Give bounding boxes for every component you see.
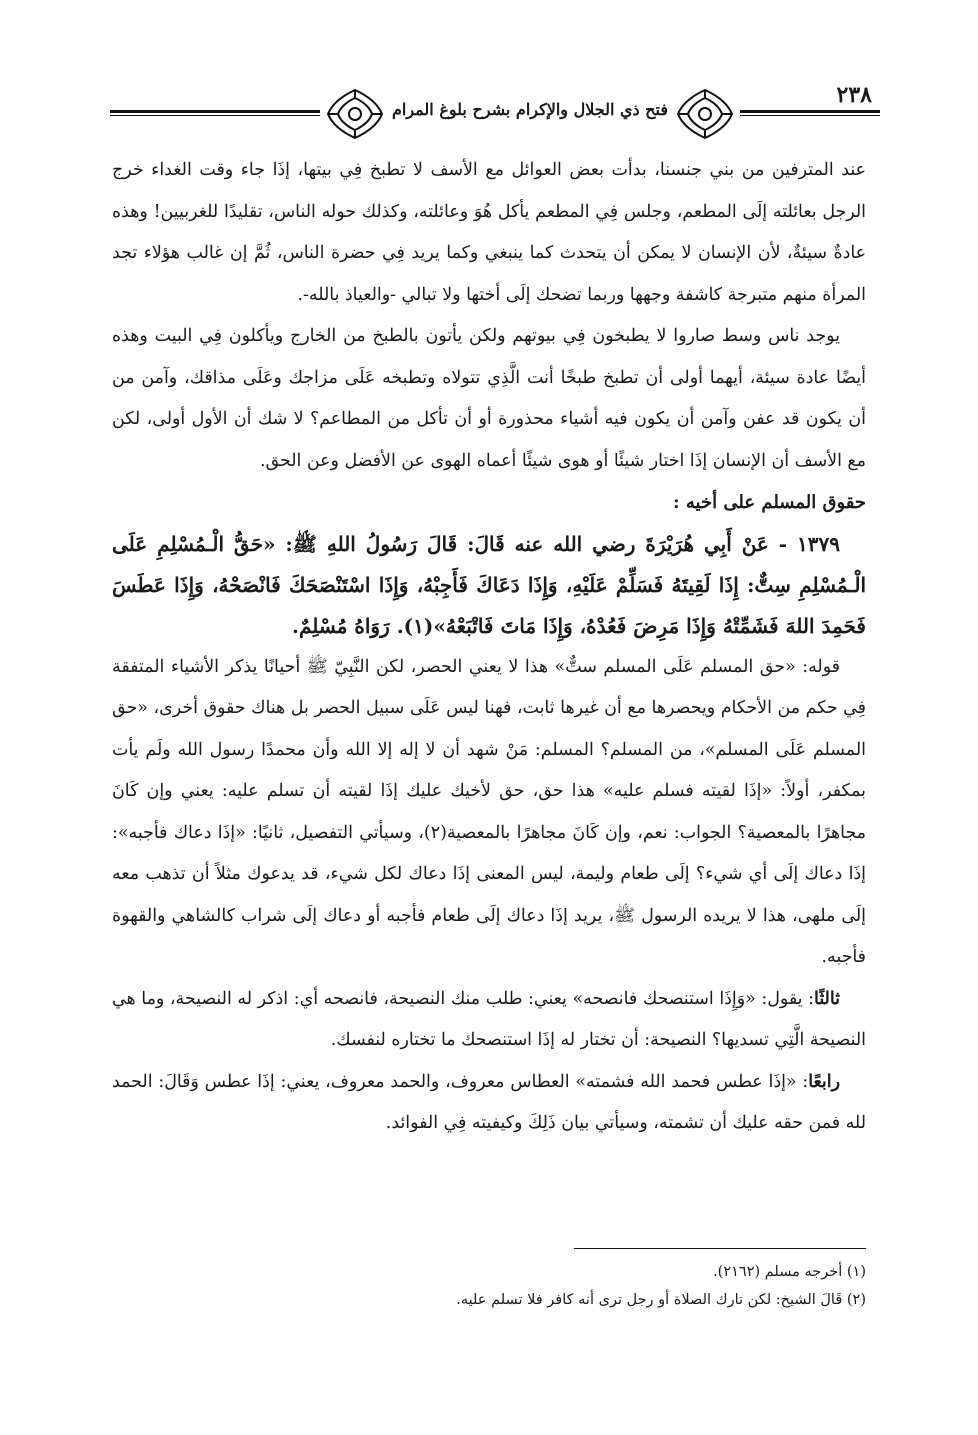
paragraph: عند المترفين من بني جنسنا، بدأت بعض العوائل مع الأسف لا تطبخ فِي بيتها، إذَا جاء وقت الغداء خرج الرجل بعائلته إلَى المطعم، وجلس فِي المطعم يأكل هُوَ وعائلته، وكذلك حوله الناس، تقليدًا للغربيين! وهذه عادةٌ سيئةٌ، لأن الإنسان لا يمكن أن يتحدث كما ينبغي وكما يريد فِي حضرة الناس، ثُمَّ إن غالب هؤلاء تجد المرأة منهم متبرجة كاشفة وجهها وربما تضحك إلَى أختها ولا تبالي -والعياذ بالله-. [112,160,866,305]
running-header [110,84,880,144]
ornament-right-icon [674,86,736,142]
commentary-lead: رابعًا [808,1071,840,1092]
section-heading: حقوق المسلم على أخيه : [672,492,866,513]
header-rule-left [110,110,320,116]
commentary-body: : يقول: «وَإِذَا استنصحك فانصحه» يعني: طلب منك النصيحة، فانصحه أي: اذكر له النصيحة، وما هي النصيحة الَّتِي تسديها؟ النصيحة: أن تختار له إذَا استنصحك ما تختاره لنفسك. [112,988,866,1050]
hadith-text: ١٣٧٩ - عَنْ أَبِي هُرَيْرَةَ رضي الله عنه قَالَ: قَالَ رَسُولُ اللهِ ﷺ: «حَقُّ الْـمُسْلِمِ عَلَى الْـمُسْلِمِ سِتٌّ: إِذَا لَقِيتَهُ فَسَلِّمْ عَلَيْهِ، وَإِذَا دَعَاكَ فَأَجِبْهُ، وَإِذَا اسْتَنْصَحَكَ فَانْصَحْهُ، وَإِذَا عَطَسَ فَحَمِدَ اللهَ فَشَمِّتْهُ وَإِذَا مَرِضَ فَعُدْهُ، وَإِذَا مَاتَ فَاتْبَعْهُ»(١). رَوَاهُ مُسْلِمٌ. [112,531,866,638]
running-title: فتح ذي الجلال والإكرام بشرح بلوغ المرام [392,100,668,119]
footnote-separator [574,1248,866,1249]
footnotes [112,1258,866,1314]
commentary-paragraph: قوله: «حق المسلم عَلَى المسلم ستٌّ» هذا لا يعني الحصر، لكن النَّبِيّ ﷺ أحيانًا يذكر الأشياء المتفقة فِي حكم من الأحكام ويحصرها مع أن غيرها ثابت، فهنا ليس عَلَى سبيل الحصر بل هناك حقوق أخرى، «حق المسلم عَلَى المسلم»، من المسلم؟ المسلم: مَنْ شهد أن لا إله إلا الله وأن محمدًا رسول الله ولَم يأت بمكفر، أولاً: «إذَا لقيته فسلم عليه» هذا حق، حق لأخيك عليك إذَا لقيته أن تسلم عليه: يعني وإن كَانَ مجاهرًا بالمعصية؟ الجواب: نعم، وإن كَانَ مجاهرًا بالمعصية(٢)، وسيأتي التفصيل، ثانيًا: «إذَا دعاك فأجبه»: إذَا دعاك إلَى أي شيء؟ إلَى طعام وليمة، ليس المعنى إذَا دعاك لكل شيء، قد يدعوك مثلاً أن تذهب معه إلَى ملهى، هذا لا يريده الرسول ﷺ، يريد إذَا دعاك إلَى طعام فأجبه أو دعاك إلَى شراب كالشاهي والقهوة فأجبه. [112,656,867,967]
ornament-left-icon [324,86,386,142]
footnote: (٢) قَالَ الشيخ: لكن تارك الصلاة أو رجل ترى أنه كافر فلا تسلم عليه. [456,1292,866,1308]
commentary-paragraph [112,1062,866,1145]
commentary-lead: ثالثًا [814,988,840,1009]
main-text [112,150,866,1145]
page-number: ٢٣٨ [836,82,872,108]
paragraph: يوجد ناس وسط صاروا لا يطبخون فِي بيوتهم ولكن يأتون بالطبخ من الخارج ويأكلون فِي البيت وهذه أيضًا عادة سيئة، أيهما أولى أن تطبخ طبخًا أنت الَّذِي تتولاه وتطبخه عَلَى مزاجك وعَلَى مذاقك، وآمن من أن يكون قد عفن وآمن أن يكون فيه أشياء محذورة أو أن تأكل من المطاعم؟ لا شك أن الأول أولى، لكن مع الأسف أن الإنسان إذَا اختار شيئًا أو هوى شيئًا أعماه الهوى عن الأفضل وعن الحق. [112,326,866,471]
commentary-body: : «إذَا عطس فحمد الله فشمته» العطاس معروف، والحمد معروف، يعني: إذَا عطس وَقَالَ: الحمد لله فمن حقه عليك أن تشمته، وسيأتي بيان ذَلِكَ وكيفيته فِي الفوائد. [112,1071,866,1133]
footnote: (١) أخرجه مسلم (٢١٦٢). [713,1264,866,1280]
commentary-paragraph [112,979,866,1062]
header-rule-right [740,110,880,116]
